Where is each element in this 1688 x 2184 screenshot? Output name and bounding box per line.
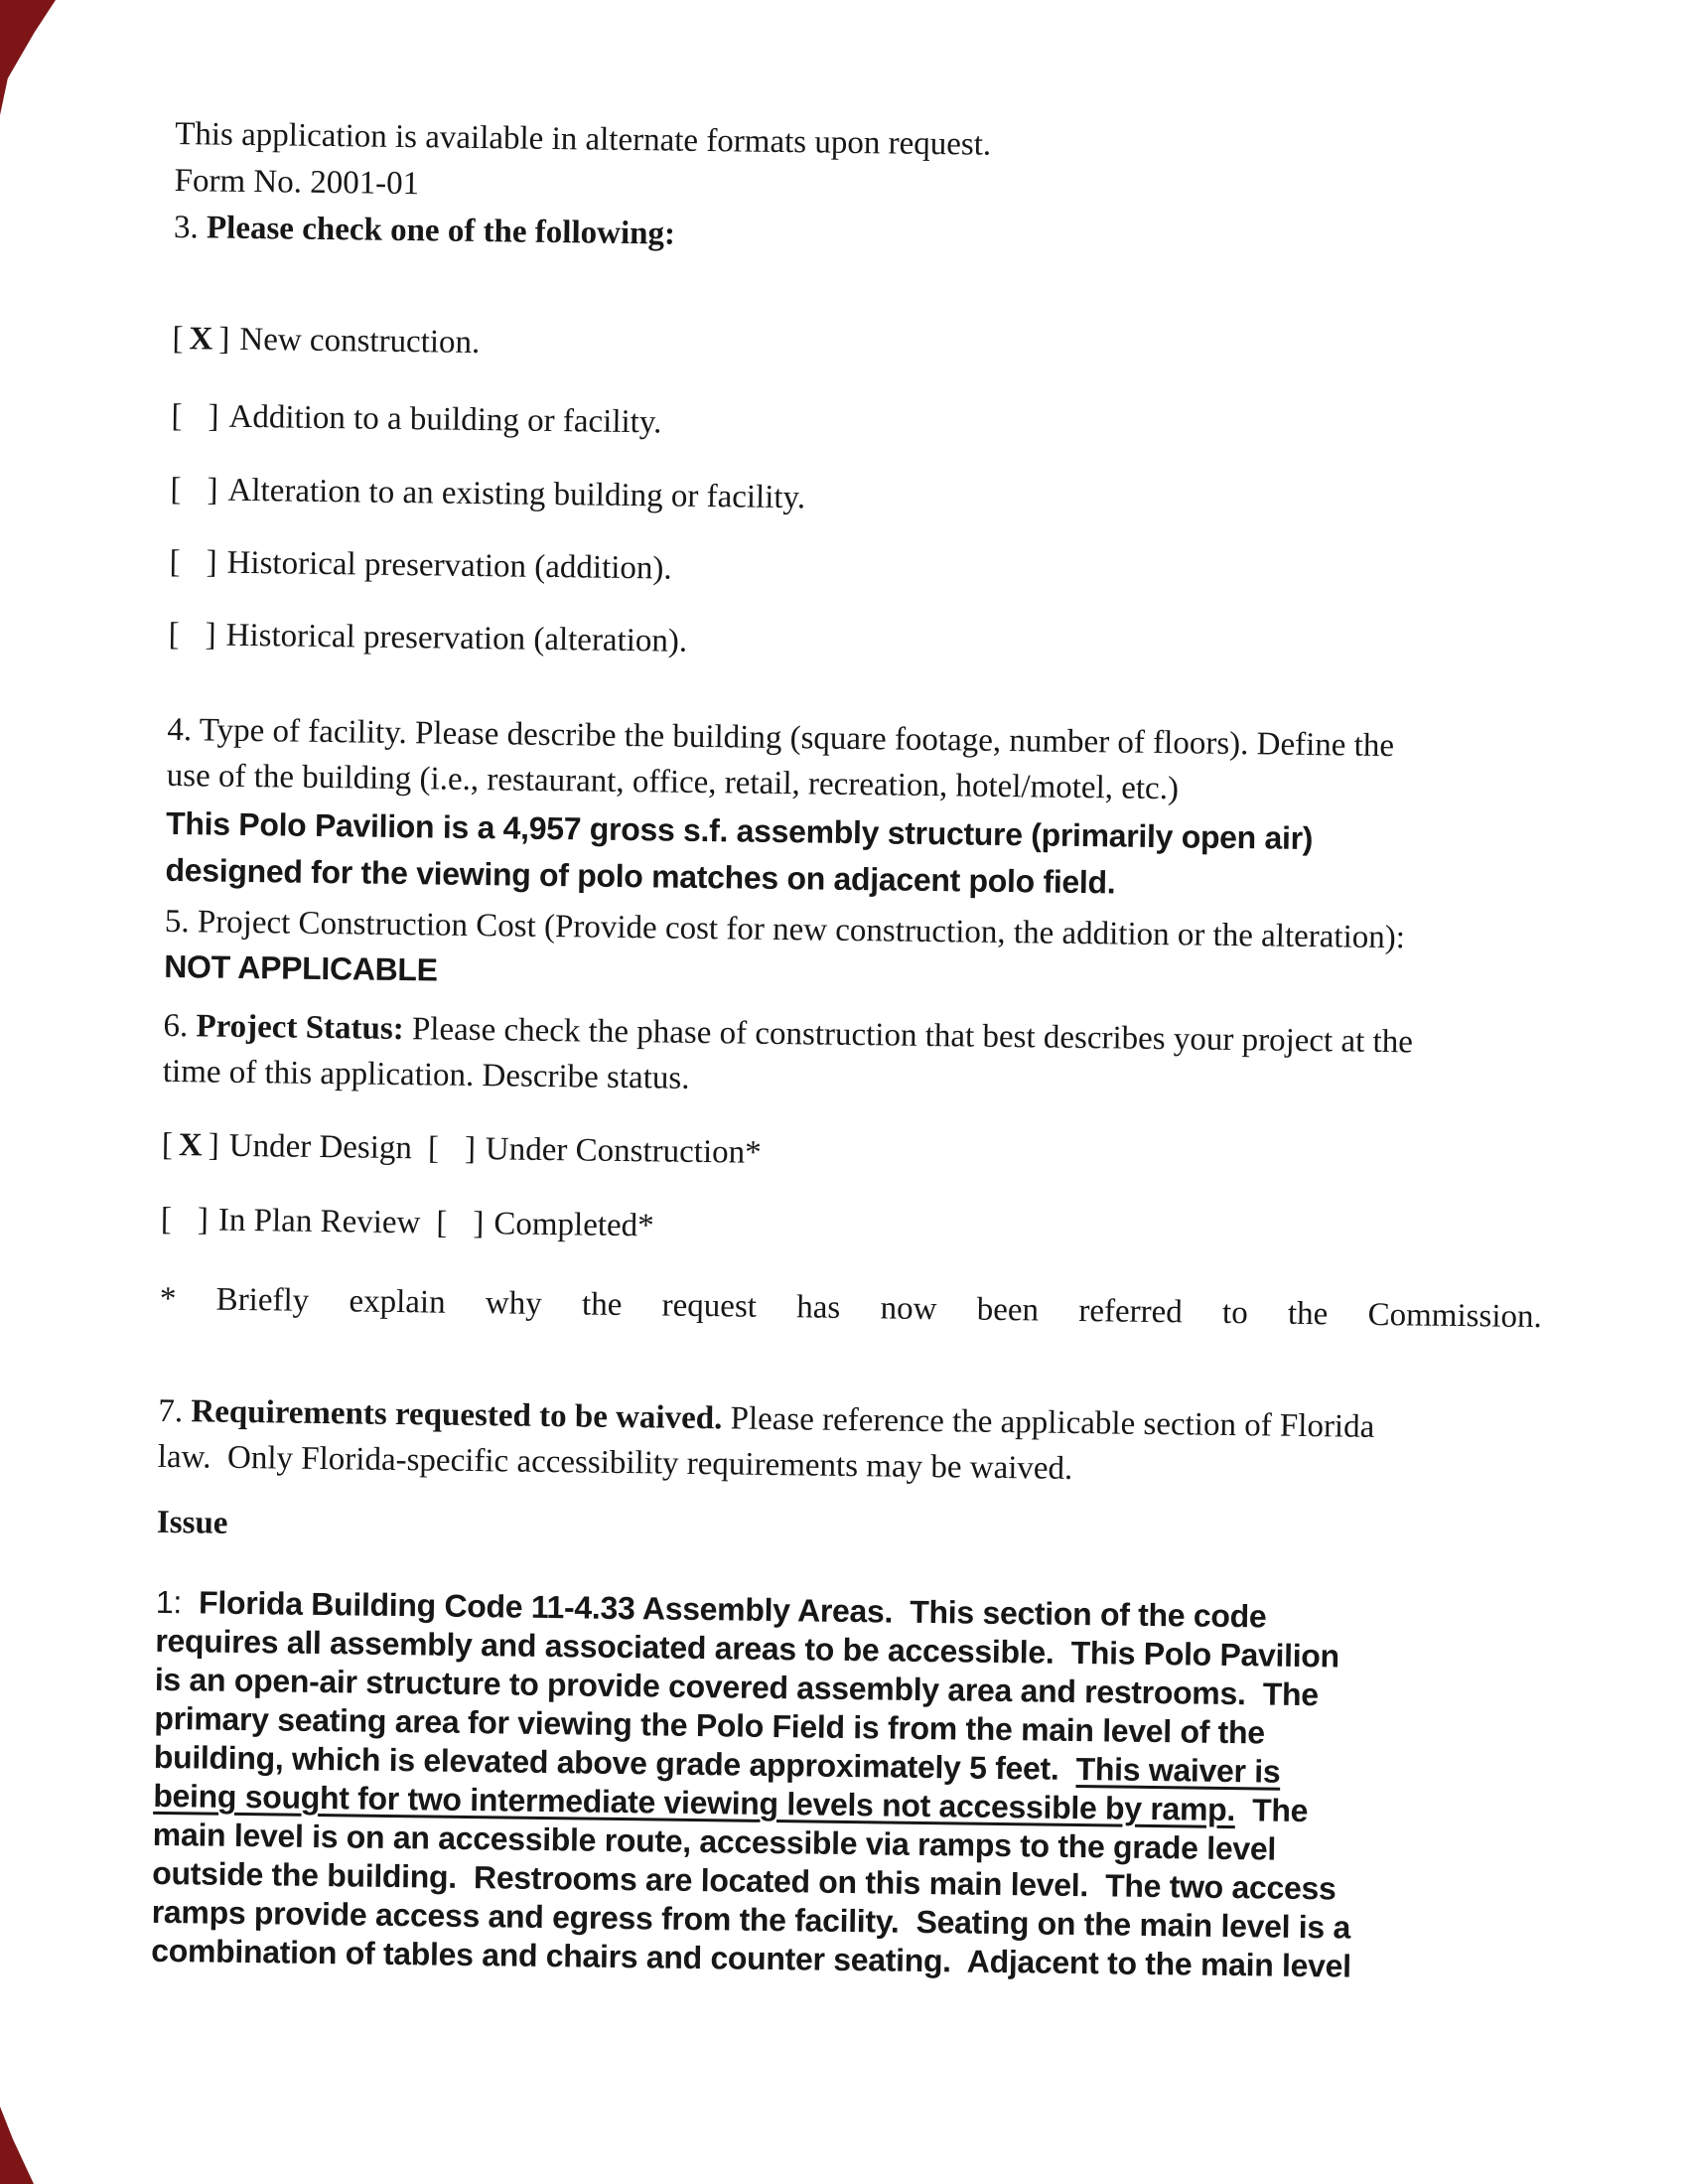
section6-text-line-2: time of this application. Describe status. bbox=[162, 1053, 690, 1096]
checkbox-option-new-construction bbox=[172, 316, 480, 365]
bracket-open: [ bbox=[172, 320, 184, 358]
checkbox-option-addition bbox=[171, 393, 662, 445]
bracket-open: [ bbox=[160, 1201, 173, 1238]
checkbox bbox=[169, 544, 672, 587]
paragraph-text: The bbox=[1234, 1792, 1309, 1829]
section6-text-rest: Please check the phase of construction that best describes your project at the bbox=[411, 1011, 1414, 1061]
bracket-close: ] bbox=[208, 398, 219, 435]
scan-artifact-top-left bbox=[0, 0, 56, 115]
checkbox-mark: X bbox=[189, 321, 213, 358]
scan-artifact-bottom-left bbox=[0, 2107, 34, 2184]
bracket-close: ] bbox=[197, 1202, 210, 1238]
checkbox-label: Historical preservation (alteration). bbox=[225, 617, 688, 659]
checkbox-mark: X bbox=[178, 1127, 203, 1164]
paragraph-text: is an open-air structure to provide covered assembly area and restrooms. The bbox=[154, 1661, 1319, 1713]
bracket-open: [ bbox=[169, 543, 181, 581]
checkbox-option-historical-addition bbox=[169, 539, 672, 592]
checkbox-label: Historical preservation (addition). bbox=[226, 544, 672, 587]
checkbox-label: Addition to a building or facility. bbox=[228, 398, 662, 441]
bracket-close: ] bbox=[206, 544, 217, 581]
section5-text-line: 5. Project Construction Cost (Provide cost for new construction, the addition or the alteration): bbox=[164, 903, 1406, 956]
section6-title: Project Status: bbox=[196, 1008, 413, 1048]
document-content bbox=[151, 0, 1559, 1984]
checkbox-label: Under Design bbox=[228, 1127, 413, 1167]
checkbox bbox=[170, 472, 805, 515]
form-number: Form No. 2001-01 bbox=[174, 162, 420, 203]
paragraph-text: primary seating area for viewing the Polo Field is from the main level of the bbox=[154, 1699, 1266, 1751]
checkbox-in-plan-review bbox=[161, 1202, 421, 1240]
section7-title: Requirements requested to be waived. bbox=[191, 1393, 731, 1437]
checkbox bbox=[172, 321, 480, 361]
bracket-close: ] bbox=[218, 321, 230, 358]
bracket-close: ] bbox=[473, 1206, 485, 1242]
intro-line-1: This application is available in alternate formats upon request. bbox=[174, 115, 992, 163]
bracket-open: [ bbox=[168, 616, 180, 654]
paragraph-text: ramps provide access and egress from the facility. Seating on the main level is a bbox=[151, 1893, 1351, 1946]
status-row-1 bbox=[162, 1122, 762, 1176]
bracket-close: ] bbox=[208, 1127, 219, 1164]
bracket-open: [ bbox=[436, 1205, 448, 1241]
paragraph-text: outside the building. Restrooms are located on this main level. The two access bbox=[152, 1854, 1336, 1907]
section6-number: 6. bbox=[163, 1007, 197, 1045]
bracket-open: [ bbox=[161, 1126, 174, 1164]
status-row-2 bbox=[161, 1197, 654, 1248]
section3-title: Please check one of the following: bbox=[206, 210, 676, 252]
paragraph-text: building, which is elevated above grade approximately 5 feet. bbox=[153, 1738, 1076, 1788]
bracket-close: ] bbox=[207, 472, 218, 509]
section7-text-rest: Please reference the applicable section of Florida bbox=[730, 1400, 1375, 1445]
issue-1-paragraph bbox=[151, 1583, 1538, 1988]
section4-text-line-1: 4. Type of facility. Please describe the building (square footage, number of floors). Define the bbox=[167, 711, 1395, 765]
checkbox-label: In Plan Review bbox=[217, 1202, 421, 1241]
section4-answer-line-1: This Polo Pavilion is a 4,957 gross s.f. assembly structure (primarily open air) bbox=[165, 804, 1314, 857]
bracket-open: [ bbox=[427, 1130, 440, 1167]
paragraph-text: 1: bbox=[155, 1583, 200, 1621]
underlined-text: being sought for two intermediate viewing levels not accessible by ramp. bbox=[153, 1777, 1236, 1828]
checkbox-option-alteration bbox=[170, 467, 805, 520]
checkbox-label: Alteration to an existing building or facility. bbox=[227, 472, 806, 516]
checkbox-option-historical-alteration bbox=[168, 612, 687, 664]
checkbox bbox=[171, 398, 661, 440]
bracket-open: [ bbox=[171, 397, 183, 435]
checkbox-completed bbox=[436, 1206, 654, 1244]
checkbox-label: Under Construction* bbox=[485, 1131, 762, 1171]
bracket-close: ] bbox=[464, 1130, 477, 1168]
bracket-close: ] bbox=[205, 617, 216, 654]
section7-text-line-2: law. Only Florida-specific accessibility requirements may be waived. bbox=[157, 1438, 1073, 1487]
underlined-text: This waiver is bbox=[1075, 1751, 1281, 1790]
section3-number: 3. bbox=[173, 209, 208, 246]
checkbox-label: New construction. bbox=[239, 321, 481, 362]
checkbox-under-construction bbox=[428, 1130, 762, 1170]
checkbox bbox=[168, 617, 687, 659]
paragraph-text: combination of tables and chairs and counter seating. Adjacent to the main level bbox=[151, 1932, 1351, 1984]
section4-text-line-2: use of the building (i.e., restaurant, office, retail, recreation, hotel/motel, etc.) bbox=[166, 757, 1180, 807]
section3-heading bbox=[174, 205, 676, 257]
paragraph-text: requires all assembly and associated areas to be accessible. This Polo Pavilion bbox=[155, 1622, 1340, 1674]
checkbox-under-design bbox=[162, 1127, 413, 1166]
checkbox-label: Completed* bbox=[493, 1206, 654, 1244]
paragraph-text: main level is on an accessible route, accessible via ramps to the grade level bbox=[152, 1816, 1277, 1867]
section7-number: 7. bbox=[158, 1392, 192, 1430]
bracket-open: [ bbox=[170, 471, 182, 509]
issue-heading: Issue bbox=[156, 1504, 228, 1541]
paragraph-text: Florida Building Code 11-4.33 Assembly Areas. This section of the code bbox=[198, 1584, 1267, 1635]
section4-answer-line-2: designed for the viewing of polo matches on adjacent polo field. bbox=[165, 851, 1116, 901]
section5-answer: NOT APPLICABLE bbox=[164, 947, 438, 988]
footnote-line: * Briefly explain why the request has now been referred to the Commission. bbox=[159, 1280, 1542, 1336]
